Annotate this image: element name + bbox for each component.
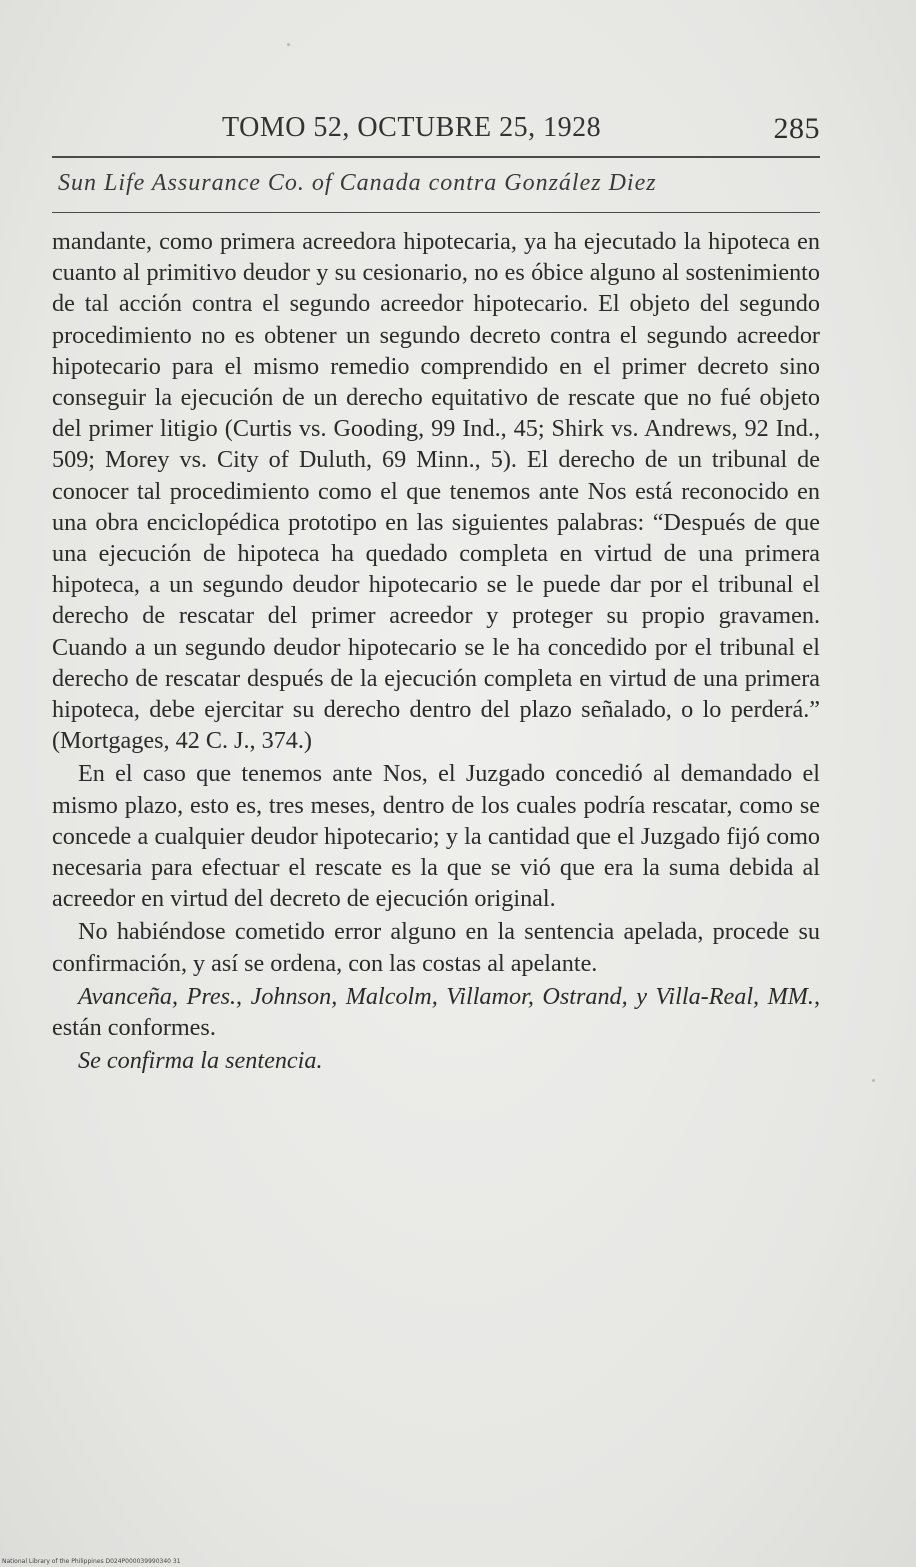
source-note: National Library of the Philippines D024P000039990340 31: [2, 1558, 181, 1565]
paragraph-ruling: No habiéndose cometido error alguno en la sentencia apelada, procede su confirmación, y así se ordena, con las costas al apelante.: [52, 918, 820, 977]
header-rule-top: [52, 156, 820, 158]
case-caption: Sun Life Assurance Co. of Canada contra González Diez: [58, 170, 657, 196]
scan-speck: [872, 1079, 875, 1082]
concurrence: [52, 981, 820, 1043]
disposition: Se confirma la sentencia.: [78, 1047, 323, 1075]
running-head-title: TOMO 52, OCTUBRE 25, 1928: [222, 112, 602, 143]
concurring-justices: Avanceña, Pres., Johnson, Malcolm, Villamor, Ostrand, y Villa-Real, MM.,: [78, 982, 820, 1010]
header-rule-bottom: [52, 212, 820, 213]
body-text: [52, 226, 820, 1076]
page-number: 285: [773, 112, 820, 145]
scan-speck: [287, 43, 290, 46]
concurrence-text: están conformes.: [52, 1014, 216, 1042]
paragraph-decision: En el caso que tenemos ante Nos, el Juzgado concedió al demandado el mismo plazo, esto es, tres meses, dentro de los cuales podría rescatar, como se concede a cualquier deudor hipotecario; y la cantidad que el Juzgado fijó como necesaria para efectuar el rescate es la que se vió que era la suma debida al acreedor en virtud del decreto de ejecución original.: [52, 760, 820, 913]
running-head: [52, 112, 820, 152]
paragraph-continued: mandante, como primera acreedora hipotecaria, ya ha ejecutado la hipoteca en cuanto al primitivo deudor y su cesionario, no es óbice alguno al sostenimiento de tal acción contra el segundo acreedor hipotecario. El objeto del segundo procedimiento no es obtener un segundo decreto contra el segundo acreedor hipotecario para el mismo remedio comprendido en el primer decreto sino conseguir la ejecución de un derecho equitativo de rescate que no fué objeto del primer litigio (Curtis vs. Gooding, 99 Ind., 45; Shirk vs. Andrews, 92 Ind., 509; Morey vs. City of Duluth, 69 Minn., 5). El derecho de un tribunal de conocer tal procedimiento como el que tenemos ante Nos está reconocido en una obra enciclopédica prototipo en las siguientes palabras: “Después de que una ejecución de hipoteca ha quedado completa en virtud de una primera hipoteca, a un segundo deudor hipotecario se le puede dar por el tribunal el derecho de rescatar del primer acreedor y proteger su propio gravamen. Cuando a un segundo deudor hipotecario se le ha concedido por el tribunal el derecho de rescatar después de la ejecución completa en virtud de una primera hipoteca, debe ejercitar su derecho dentro del plazo señalado, o lo perderá.” (Mortgages, 42 C. J., 374.): [52, 228, 820, 755]
